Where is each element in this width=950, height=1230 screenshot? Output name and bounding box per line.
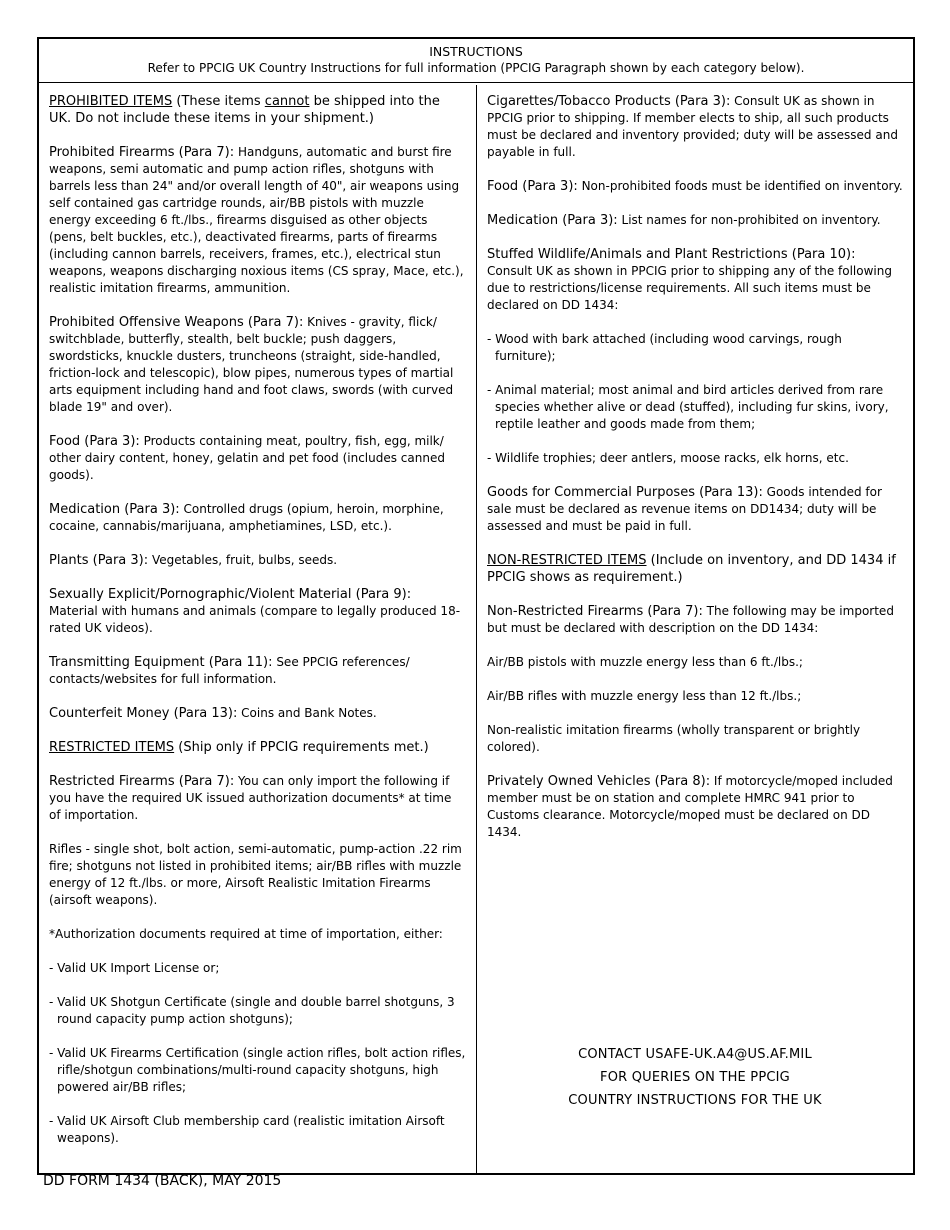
commercial-goods: Goods for Commercial Purposes (Para 13): Goods intended for sale must be declared as revenue items on DD1434; duty will be assessed and must be paid in full. [487, 485, 882, 533]
nonrestricted-item: Non-realistic imitation firearms (wholly transparent or brightly colored). [487, 723, 861, 754]
contact-block [477, 1043, 913, 1112]
form-frame [37, 37, 915, 1175]
prohibited-food: Food (Para 3): Products containing meat, poultry, fish, egg, milk/ other dairy content, honey, gelatin and pet food (includes canned goods). [49, 434, 445, 482]
wildlife-item: - Wildlife trophies; deer antlers, moose racks, elk horns, etc. [487, 451, 849, 465]
restricted-firearms: Restricted Firearms (Para 7): You can only import the following if you have the required UK issued authorization documents* at time of importation. [49, 774, 452, 822]
restricted-heading: RESTRICTED ITEMS [49, 740, 175, 755]
prohibited-medication: Medication (Para 3): Controlled drugs (opium, heroin, morphine, cocaine, cannabis/marijuana, amphetiamines, LSD, etc.). [49, 502, 444, 533]
nonrestricted-item: Air/BB pistols with muzzle energy less than 6 ft./lbs.; [487, 655, 803, 669]
prohibited-plants: Plants (Para 3): Vegetables, fruit, bulbs, seeds. [49, 553, 338, 568]
nonrestricted-section-intro: NON-RESTRICTED ITEMS (Include on inventory, and DD 1434 if PPCIG shows as requirement.) [487, 553, 896, 585]
restricted-rifles: Rifles - single shot, bolt action, semi-automatic, pump-action .22 rim fire; shotguns not listed in prohibited items; air/BB rifles with muzzle energy of 12 ft./lbs. or more, Airsoft Realistic Imitation Firearms (airsoft weapons). [49, 842, 462, 907]
prohibited-transmitting-equipment: Transmitting Equipment (Para 11): See PPCIG references/ contacts/websites for full information. [49, 655, 410, 686]
prohibited-offensive-weapons: Prohibited Offensive Weapons (Para 7): Knives - gravity, flick/ switchblade, butterfly, stealth, belt buckle; push daggers, swordsticks, knuckle dusters, truncheons (straight, side-handled, friction-lock and telescopic), blow pipes, numerous types of martial arts equipment including hand and foot claws, swords (with curved blade 19" and over). [49, 315, 454, 414]
nonrestricted-item: Air/BB rifles with muzzle energy less than 12 ft./lbs.; [487, 689, 802, 703]
wildlife-restrictions: Stuffed Wildlife/Animals and Plant Restrictions (Para 10): Consult UK as shown in PPCIG prior to shipping any of the following due to restrictions/license requirements. All such items must be declared on DD 1434: [487, 247, 892, 312]
contact-line-2: FOR QUERIES ON THE PPCIG [600, 1070, 790, 1085]
wildlife-item: - Wood with bark attached (including wood carvings, rough furniture); [487, 332, 842, 363]
prohibited-heading: PROHIBITED ITEMS [49, 94, 173, 109]
authorization-item: - Valid UK Import License or; [49, 961, 220, 975]
form-footer: DD FORM 1434 (BACK), MAY 2015 [43, 1173, 282, 1189]
restricted-food: Food (Para 3): Non-prohibited foods must be identified on inventory. [487, 179, 903, 194]
left-column [39, 85, 477, 1173]
restricted-section-intro: RESTRICTED ITEMS (Ship only if PPCIG requirements met.) [49, 740, 429, 755]
prohibited-section-intro: PROHIBITED ITEMS (These items cannot be shipped into the UK. Do not include these items in your shipment.) [49, 94, 440, 126]
prohibited-firearms: Prohibited Firearms (Para 7): Handguns, automatic and burst fire weapons, semi automatic and pump action rifles, shotguns with barrels less than 24" and/or overall length of 40", air weapons using self contained gas cartridge rounds, air/BB pistols with muzzle energy exceeding 6 ft./lbs., firearms disguised as other objects (pens, belt buckles, etc.), deactivated firearms, parts of firearms (including cannon barrels, receivers, frames, etc.), electrical stun weapons, weapons discharging noxious items (CS spray, Mace, etc.), realistic imitation firearms, ammunition. [49, 145, 464, 295]
authorization-item: - Valid UK Firearms Certification (single action rifles, bolt action rifles, rifle/shotgun combinations/multi-round capacity shotguns, high powered air/BB rifles; [49, 1046, 466, 1094]
instructions-header [39, 39, 913, 83]
prohibited-counterfeit-money: Counterfeit Money (Para 13): Coins and Bank Notes. [49, 706, 377, 721]
contact-line-3: COUNTRY INSTRUCTIONS FOR THE UK [568, 1093, 822, 1108]
header-title: INSTRUCTIONS [429, 44, 523, 59]
tobacco-products: Cigarettes/Tobacco Products (Para 3): Consult UK as shown in PPCIG prior to shipping. If member elects to ship, all such products must be declared and inventory provided; duty will be assessed and payable in full. [487, 94, 898, 159]
nonrestricted-heading: NON-RESTRICTED ITEMS [487, 553, 647, 568]
authorization-note: *Authorization documents required at time of importation, either: [49, 927, 443, 941]
cannot-emphasis: cannot [264, 94, 310, 109]
wildlife-item: - Animal material; most animal and bird articles derived from rare species whether alive or dead (stuffed), including fur skins, ivory, reptile leather and goods made from them; [487, 383, 889, 431]
authorization-item: - Valid UK Shotgun Certificate (single and double barrel shotguns, 3 round capacity pump action shotguns); [49, 995, 455, 1026]
right-column [477, 85, 913, 1173]
privately-owned-vehicles: Privately Owned Vehicles (Para 8): If motorcycle/moped included member must be on station and complete HMRC 941 prior to Customs clearance. Motorcycle/moped must be declared on DD 1434. [487, 774, 893, 839]
header-subtitle: Refer to PPCIG UK Country Instructions for full information (PPCIG Paragraph shown by each category below). [147, 61, 805, 75]
nonrestricted-firearms: Non-Restricted Firearms (Para 7): The following may be imported but must be declared with description on the DD 1434: [487, 604, 894, 635]
authorization-item: - Valid UK Airsoft Club membership card (realistic imitation Airsoft weapons). [49, 1114, 445, 1145]
restricted-medication: Medication (Para 3): List names for non-prohibited on inventory. [487, 213, 881, 228]
contact-email: CONTACT USAFE-UK.A4@US.AF.MIL [578, 1047, 812, 1062]
prohibited-explicit-material: Sexually Explicit/Pornographic/Violent Material (Para 9): Material with humans and animals (compare to legally produced 18-rated UK videos). [49, 587, 461, 635]
